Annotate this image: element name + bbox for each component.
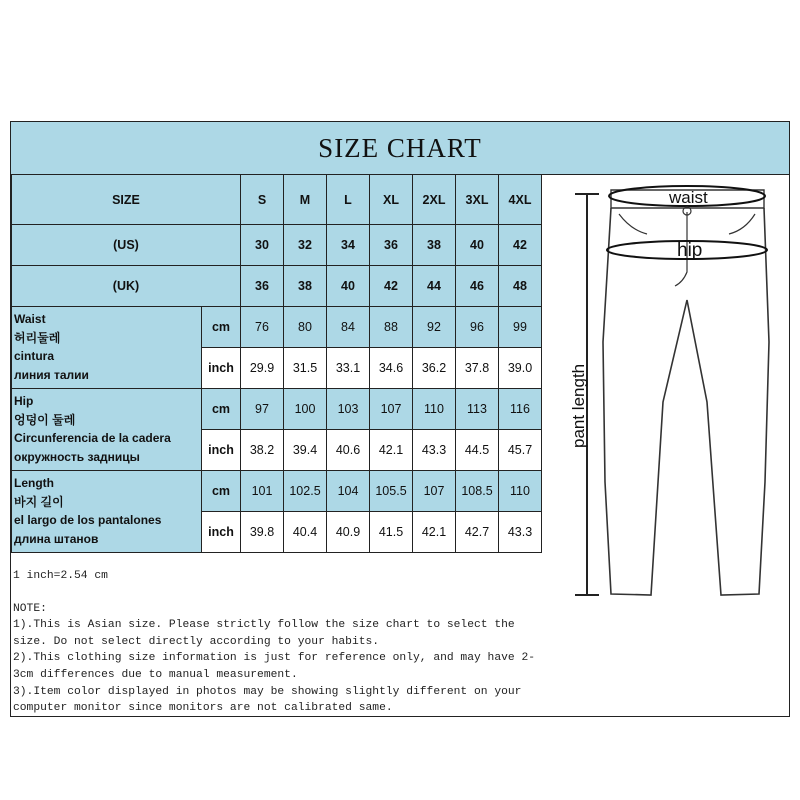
- measurement-name-line: линия талии: [14, 367, 89, 382]
- value-cell: 76: [241, 307, 284, 348]
- value-cell: 99: [499, 307, 542, 348]
- value-cell: 107: [370, 389, 413, 430]
- right-pocket: [729, 214, 755, 234]
- header-cell: 44: [413, 266, 456, 307]
- value-cell: 88: [370, 307, 413, 348]
- value-cell: 110: [499, 471, 542, 512]
- header-cell: S: [241, 175, 284, 225]
- header-cell: 2XL: [413, 175, 456, 225]
- value-cell: 40.6: [327, 430, 370, 471]
- header-cell: 30: [241, 225, 284, 266]
- measurement-row: [12, 471, 542, 512]
- header-cell: M: [284, 175, 327, 225]
- value-cell: 34.6: [370, 348, 413, 389]
- value-cell: 42.1: [413, 512, 456, 553]
- unit-cell: cm: [202, 389, 241, 430]
- header-cell: 38: [284, 266, 327, 307]
- unit-cell: inch: [202, 512, 241, 553]
- measurement-name-line: Waist: [14, 312, 46, 326]
- value-cell: 80: [284, 307, 327, 348]
- value-cell: 40.9: [327, 512, 370, 553]
- value-cell: 97: [241, 389, 284, 430]
- header-cell: 42: [370, 266, 413, 307]
- measurement-name-line: длина штанов: [14, 531, 99, 546]
- notes-section: [13, 568, 573, 717]
- value-cell: 84: [327, 307, 370, 348]
- header-cell: 34: [327, 225, 370, 266]
- measurement-name-line: Hip: [14, 394, 34, 408]
- header-cell: 3XL: [456, 175, 499, 225]
- header-cell: L: [327, 175, 370, 225]
- value-cell: 31.5: [284, 348, 327, 389]
- notes-heading: NOTE:: [13, 602, 47, 615]
- measurement-row: [12, 307, 542, 348]
- value-cell: 37.8: [456, 348, 499, 389]
- unit-cell: inch: [202, 430, 241, 471]
- value-cell: 41.5: [370, 512, 413, 553]
- value-cell: 42.1: [370, 430, 413, 471]
- note-line: 2).This clothing size information is just for reference only, and may have 2-: [13, 652, 536, 665]
- value-cell: 33.1: [327, 348, 370, 389]
- value-cell: 92: [413, 307, 456, 348]
- value-cell: 38.2: [241, 430, 284, 471]
- note-line: size. Do not select directly according to your habits.: [13, 635, 380, 648]
- value-cell: 36.2: [413, 348, 456, 389]
- value-cell: 104: [327, 471, 370, 512]
- header-cell: 42: [499, 225, 542, 266]
- unit-cell: cm: [202, 307, 241, 348]
- header-cell: 46: [456, 266, 499, 307]
- measurement-name-line: Circunferencia de la cadera: [14, 431, 171, 445]
- header-cell: XL: [370, 175, 413, 225]
- note-line: computer monitor since monitors are not calibrated same.: [13, 702, 393, 715]
- value-cell: 42.7: [456, 512, 499, 553]
- note-line: 3cm differences due to manual measurement.: [13, 668, 298, 681]
- note-line: 3).Item color displayed in photos may be showing slightly different on your: [13, 685, 522, 698]
- value-cell: 39.4: [284, 430, 327, 471]
- hip-label: hip: [677, 240, 703, 261]
- measurement-name: [12, 471, 202, 553]
- header-cell: 36: [370, 225, 413, 266]
- unit-cell: cm: [202, 471, 241, 512]
- value-cell: 107: [413, 471, 456, 512]
- unit-cell: inch: [202, 348, 241, 389]
- header-label: SIZE: [12, 175, 241, 225]
- value-cell: 102.5: [284, 471, 327, 512]
- header-cell: 40: [456, 225, 499, 266]
- size-chart: [10, 121, 790, 717]
- value-cell: 43.3: [499, 512, 542, 553]
- value-cell: 39.8: [241, 512, 284, 553]
- header-cell: 32: [284, 225, 327, 266]
- pants-diagram: [559, 182, 789, 712]
- value-cell: 29.9: [241, 348, 284, 389]
- value-cell: 45.7: [499, 430, 542, 471]
- measurement-name-line: 허리둘레: [14, 330, 61, 345]
- value-cell: 108.5: [456, 471, 499, 512]
- value-cell: 116: [499, 389, 542, 430]
- header-label: (US): [12, 225, 241, 266]
- conversion-note: 1 inch=2.54 cm: [13, 570, 108, 582]
- value-cell: 110: [413, 389, 456, 430]
- value-cell: 113: [456, 389, 499, 430]
- chart-title: SIZE CHART: [11, 122, 789, 175]
- header-cell: 48: [499, 266, 542, 307]
- size-table: [11, 174, 542, 553]
- measurement-name-line: el largo de los pantalones: [14, 513, 162, 527]
- measurement-name: [12, 307, 202, 389]
- left-pocket: [619, 214, 647, 234]
- header-row: [12, 266, 542, 307]
- header-cell: 40: [327, 266, 370, 307]
- value-cell: 100: [284, 389, 327, 430]
- header-cell: 36: [241, 266, 284, 307]
- measurement-name-line: 엉덩이 둘레: [14, 412, 76, 427]
- measurement-name-line: cintura: [14, 349, 55, 363]
- value-cell: 43.3: [413, 430, 456, 471]
- value-cell: 96: [456, 307, 499, 348]
- pant-outline: [603, 208, 769, 595]
- measurement-name: [12, 389, 202, 471]
- value-cell: 101: [241, 471, 284, 512]
- value-cell: 40.4: [284, 512, 327, 553]
- header-cell: 38: [413, 225, 456, 266]
- header-label: (UK): [12, 266, 241, 307]
- header-row: [12, 175, 542, 225]
- value-cell: 105.5: [370, 471, 413, 512]
- waist-label: waist: [669, 188, 708, 207]
- measurement-name-line: 바지 길이: [14, 494, 64, 509]
- header-row: [12, 225, 542, 266]
- value-cell: 44.5: [456, 430, 499, 471]
- measurement-name-line: Length: [14, 476, 54, 490]
- value-cell: 39.0: [499, 348, 542, 389]
- value-cell: 103: [327, 389, 370, 430]
- pant-length-label: pant length: [569, 363, 588, 448]
- measurement-row: [12, 389, 542, 430]
- header-cell: 4XL: [499, 175, 542, 225]
- note-line: 1).This is Asian size. Please strictly follow the size chart to select the: [13, 619, 515, 632]
- pants-illustration: [559, 182, 789, 712]
- measurement-name-line: окружность задницы: [14, 449, 140, 464]
